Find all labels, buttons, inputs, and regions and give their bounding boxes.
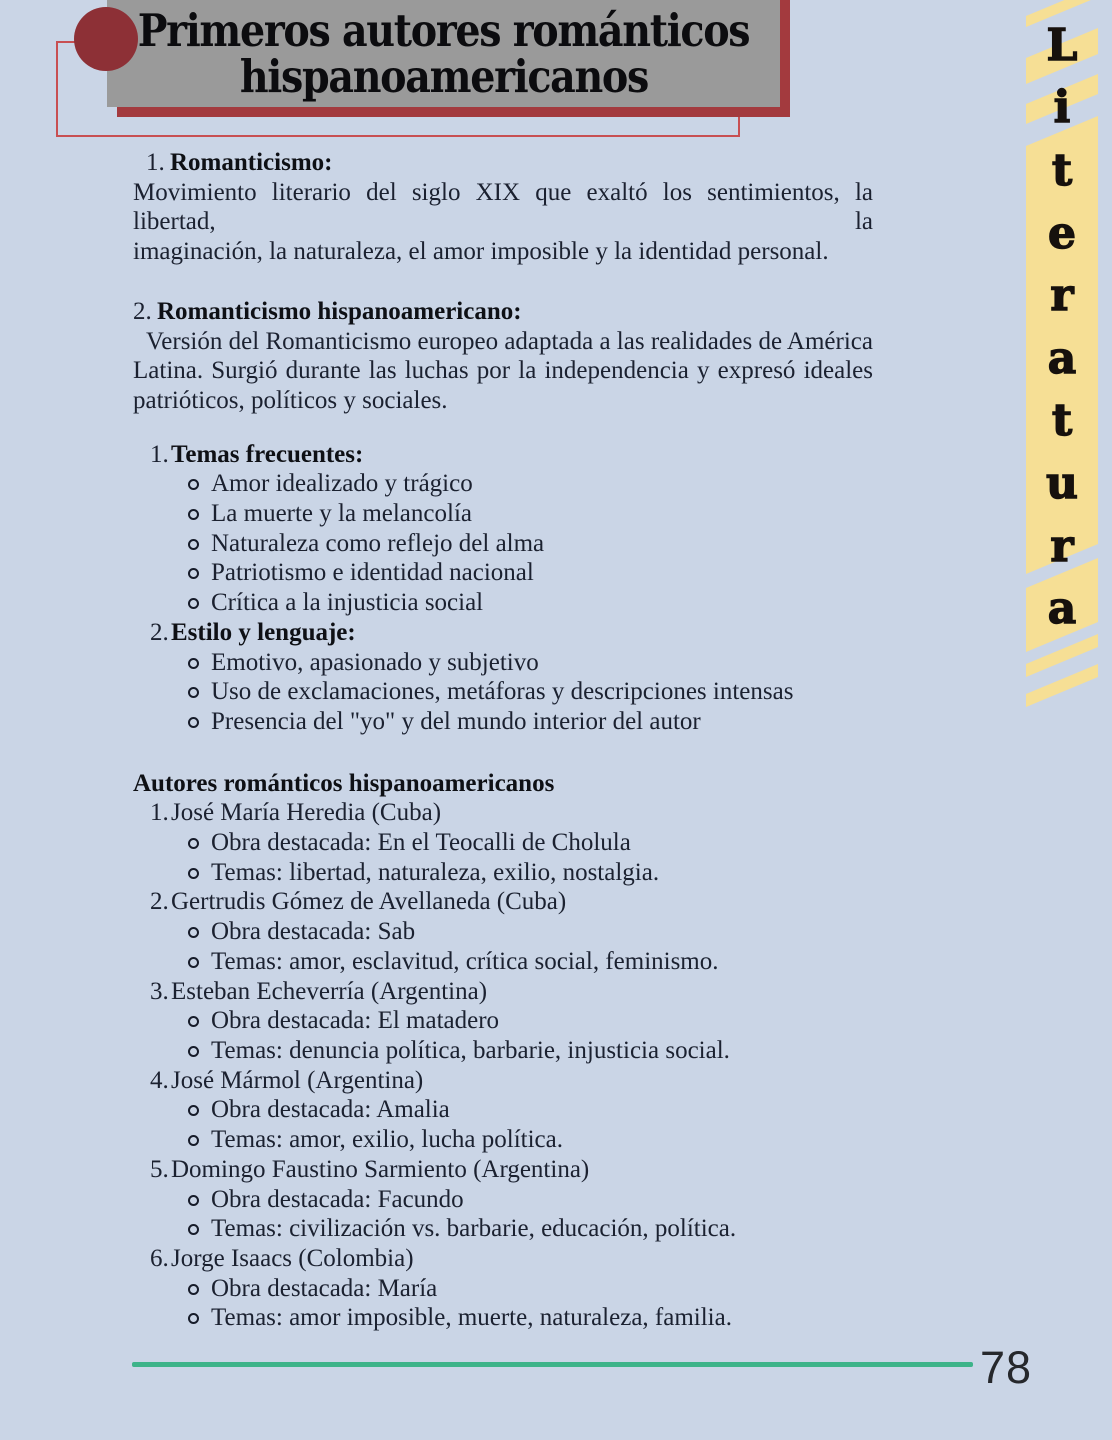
circle-bullet-icon bbox=[188, 868, 199, 879]
autores-heading: Autores románticos hispanoamericanos bbox=[133, 769, 555, 797]
subheading-number: 2. bbox=[150, 618, 169, 646]
circle-bullet-icon bbox=[188, 479, 199, 490]
paragraph-line: Movimiento literario del siglo XIX que exaltó los sentimientos, la libertad, la bbox=[133, 178, 873, 236]
list-item-text: Obra destacada: Facundo bbox=[211, 1185, 464, 1213]
list-item bbox=[188, 1185, 873, 1215]
list-item bbox=[188, 707, 873, 737]
ribbon-letter: a bbox=[1047, 583, 1077, 635]
circle-bullet-icon bbox=[188, 509, 199, 520]
circle-bullet-icon bbox=[188, 1105, 199, 1116]
author-number: 4. bbox=[150, 1066, 169, 1094]
ribbon-letter: e bbox=[1048, 207, 1076, 259]
list-item-text: Uso de exclamaciones, metáforas y descripciones intensas bbox=[211, 678, 794, 706]
paragraph-line: Latina. Surgió durante las luchas por la independencia y expresó ideales bbox=[133, 357, 873, 385]
list-item bbox=[188, 1095, 873, 1125]
circle-bullet-icon bbox=[188, 1195, 199, 1206]
author-name: José Mármol (Argentina) bbox=[171, 1066, 424, 1094]
paragraph-romanticismo bbox=[133, 178, 873, 267]
estilo-lenguaje-list bbox=[133, 648, 873, 737]
author-entry bbox=[133, 1155, 873, 1244]
list-item-text: Temas: civilización vs. barbarie, educación, política. bbox=[211, 1215, 737, 1243]
list-item-text: Temas: amor, exilio, lucha política. bbox=[211, 1126, 564, 1154]
circle-bullet-icon bbox=[188, 539, 199, 550]
author-details bbox=[133, 1185, 873, 1244]
list-item-text: Amor idealizado y trágico bbox=[211, 470, 473, 498]
circle-bullet-icon bbox=[188, 1016, 199, 1027]
paragraph-line: imaginación, la naturaleza, el amor imposible y la identidad personal. bbox=[133, 238, 829, 266]
autores-list bbox=[133, 798, 873, 1333]
list-item-text: Naturaleza como reflejo del alma bbox=[211, 529, 545, 557]
ribbon-letter: a bbox=[1047, 332, 1077, 384]
list-item bbox=[188, 469, 873, 499]
list-item bbox=[188, 588, 873, 618]
circle-bullet-icon bbox=[188, 717, 199, 728]
list-item bbox=[188, 529, 873, 559]
decorative-circle bbox=[74, 7, 138, 71]
circle-bullet-icon bbox=[188, 658, 199, 669]
list-item-text: Obra destacada: En el Teocalli de Cholula bbox=[211, 829, 631, 857]
author-name-line bbox=[133, 798, 873, 828]
ribbon-letter: L bbox=[1046, 19, 1078, 71]
circle-bullet-icon bbox=[188, 687, 199, 698]
list-item bbox=[188, 648, 873, 678]
ribbon-letter: t bbox=[1051, 144, 1073, 196]
circle-bullet-icon bbox=[188, 957, 199, 968]
section-number: 1. bbox=[146, 149, 165, 176]
paragraph-line: patrióticos, políticos y sociales. bbox=[133, 386, 448, 414]
author-entry bbox=[133, 798, 873, 887]
page-title-line-2: hispanoamericanos bbox=[239, 49, 648, 103]
circle-bullet-icon bbox=[188, 927, 199, 938]
circle-bullet-icon bbox=[188, 838, 199, 849]
list-item bbox=[188, 499, 873, 529]
author-number: 5. bbox=[150, 1155, 169, 1183]
section-title: Romanticismo hispanoamericano: bbox=[157, 297, 522, 325]
author-number: 2. bbox=[150, 888, 169, 916]
author-name: Domingo Faustino Sarmiento (Argentina) bbox=[171, 1155, 590, 1183]
list-item-text: Temas: libertad, naturaleza, exilio, nostalgia. bbox=[211, 858, 660, 886]
ribbon-letter: u bbox=[1046, 457, 1078, 509]
author-name: Gertrudis Gómez de Avellaneda (Cuba) bbox=[171, 888, 567, 916]
author-details bbox=[133, 1274, 873, 1333]
circle-bullet-icon bbox=[188, 1313, 199, 1324]
list-item bbox=[188, 917, 873, 947]
section-number: 2. bbox=[133, 297, 152, 325]
list-item-text: Obra destacada: El matadero bbox=[211, 1007, 500, 1035]
ribbon-letter: i bbox=[1053, 82, 1071, 134]
list-item bbox=[188, 1214, 873, 1244]
list-item-text: Presencia del "yo" y del mundo interior del autor bbox=[211, 707, 701, 735]
subheading-title: Temas frecuentes: bbox=[171, 440, 364, 468]
author-name-line bbox=[133, 1155, 873, 1185]
page-title-line-1: Primeros autores románticos bbox=[137, 3, 750, 57]
paragraph-line: Versión del Romanticismo europeo adaptada a las realidades de América bbox=[146, 327, 873, 355]
section-heading-romanticismo-hispano bbox=[133, 297, 873, 327]
ribbon-letter: r bbox=[1050, 520, 1074, 572]
literatura-vertical-text bbox=[1026, 14, 1098, 640]
page-number: 78 bbox=[980, 1342, 1033, 1393]
author-name: José María Heredia (Cuba) bbox=[171, 799, 442, 827]
circle-bullet-icon bbox=[188, 1135, 199, 1146]
subheading-estilo-lenguaje bbox=[133, 618, 873, 648]
author-details bbox=[133, 828, 873, 887]
circle-bullet-icon bbox=[188, 568, 199, 579]
list-item-text: Temas: amor, esclavitud, crítica social, feminismo. bbox=[211, 947, 719, 975]
author-entry bbox=[133, 1066, 873, 1155]
list-item bbox=[188, 947, 873, 977]
main-content bbox=[133, 148, 873, 1333]
author-name: Esteban Echeverría (Argentina) bbox=[171, 977, 488, 1005]
list-item bbox=[188, 858, 873, 888]
list-item-text: Emotivo, apasionado y subjetivo bbox=[211, 648, 539, 676]
list-item-text: Obra destacada: Amalia bbox=[211, 1096, 450, 1124]
author-number: 1. bbox=[150, 799, 169, 827]
list-item bbox=[188, 558, 873, 588]
author-entry bbox=[133, 887, 873, 976]
author-name: Jorge Isaacs (Colombia) bbox=[171, 1244, 414, 1272]
author-details bbox=[133, 917, 873, 976]
list-item bbox=[188, 1274, 873, 1304]
circle-bullet-icon bbox=[188, 1224, 199, 1235]
circle-bullet-icon bbox=[188, 598, 199, 609]
list-item bbox=[188, 1036, 873, 1066]
list-item bbox=[188, 828, 873, 858]
list-item bbox=[188, 1303, 873, 1333]
footer-rule bbox=[132, 1362, 973, 1367]
subheading-temas-frecuentes bbox=[133, 440, 873, 470]
author-name-line bbox=[133, 887, 873, 917]
temas-frecuentes-list bbox=[133, 469, 873, 618]
author-details bbox=[133, 1006, 873, 1065]
circle-bullet-icon bbox=[188, 1284, 199, 1295]
title-banner bbox=[107, 0, 780, 107]
list-item-text: Obra destacada: Sab bbox=[211, 918, 416, 946]
paragraph-romanticismo-hispano bbox=[133, 327, 873, 416]
circle-bullet-icon bbox=[188, 1046, 199, 1057]
author-name-line bbox=[133, 977, 873, 1007]
author-name-line bbox=[133, 1066, 873, 1096]
list-item-text: Temas: amor imposible, muerte, naturaleza, familia. bbox=[211, 1304, 732, 1332]
list-item-text: Obra destacada: María bbox=[211, 1274, 438, 1302]
author-number: 6. bbox=[150, 1244, 169, 1272]
list-item-text: Patriotismo e identidad nacional bbox=[211, 559, 534, 587]
list-item bbox=[188, 677, 873, 707]
author-name-line bbox=[133, 1244, 873, 1274]
list-item bbox=[188, 1006, 873, 1036]
list-item-text: Temas: denuncia política, barbarie, injusticia social. bbox=[211, 1036, 730, 1064]
author-entry bbox=[133, 1244, 873, 1333]
ribbon-letter: r bbox=[1050, 270, 1074, 322]
list-item-text: La muerte y la melancolía bbox=[211, 500, 472, 528]
list-item bbox=[188, 1125, 873, 1155]
section-title: Romanticismo: bbox=[170, 149, 333, 176]
section-heading-romanticismo bbox=[133, 148, 873, 178]
subheading-number: 1. bbox=[150, 440, 169, 468]
ribbon-letter: t bbox=[1051, 395, 1073, 447]
author-entry bbox=[133, 977, 873, 1066]
author-details bbox=[133, 1095, 873, 1154]
author-number: 3. bbox=[150, 977, 169, 1005]
list-item-text: Crítica a la injusticia social bbox=[211, 589, 484, 617]
subheading-title: Estilo y lenguaje: bbox=[171, 618, 356, 646]
